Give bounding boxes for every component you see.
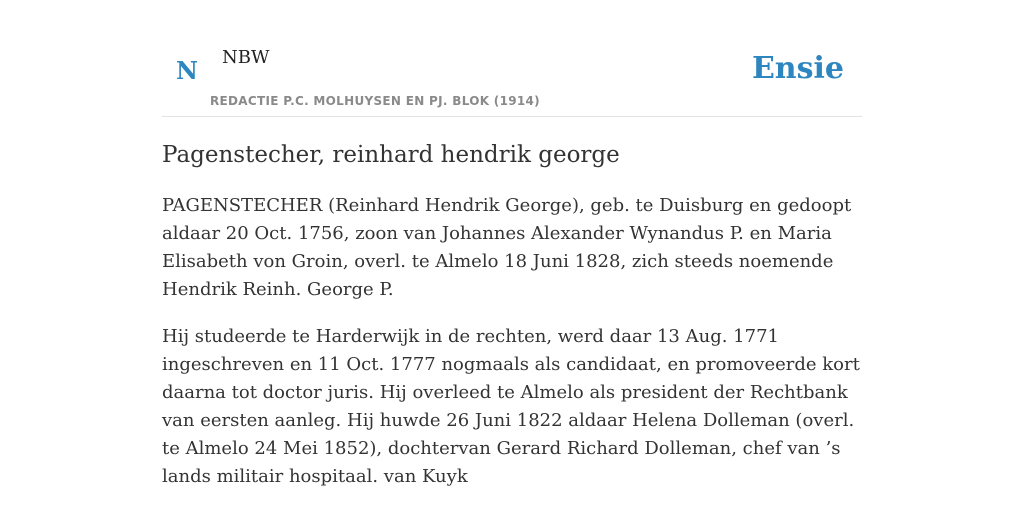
source-name: NBW (222, 47, 270, 68)
ensie-logo-link[interactable]: Ensie (751, 51, 844, 86)
source-logo: N (176, 56, 198, 85)
article-title: Pagenstecher, reinhard hendrik george (162, 142, 620, 168)
source-subtitle: REDACTIE P.C. MOLHUYSEN EN PJ. BLOK (1914) (210, 94, 540, 108)
article-paragraph-2: Hij studeerde te Harderwijk in de rechten, werd daar 13 Aug. 1771 ingeschreven en 11 Oct. 1777 nogmaals als candidaat, en promoveerde kort daarna tot doctor juris. Hij overleed te Almelo als president der Rechtbank van eersten aanleg. Hij huwde 26 Juni 1822 aldaar Helena Dolleman (overl. te Almelo 24 Mei 1852), dochtervan Gerard Richard Dolleman, chef van ’s lands militair hospitaal. van Kuyk (162, 326, 860, 487)
article-body (162, 192, 862, 510)
source-header (162, 0, 862, 117)
article-paragraph-1: PAGENSTECHER (Reinhard Hendrik George), geb. te Duisburg en gedoopt aldaar 20 Oct. 1756, zoon van Johannes Alexander Wynandus P. en Maria Elisabeth von Groin, overl. te Almelo 18 Juni 1828, zich steeds noemende Hendrik Reinh. George P. (162, 195, 852, 300)
